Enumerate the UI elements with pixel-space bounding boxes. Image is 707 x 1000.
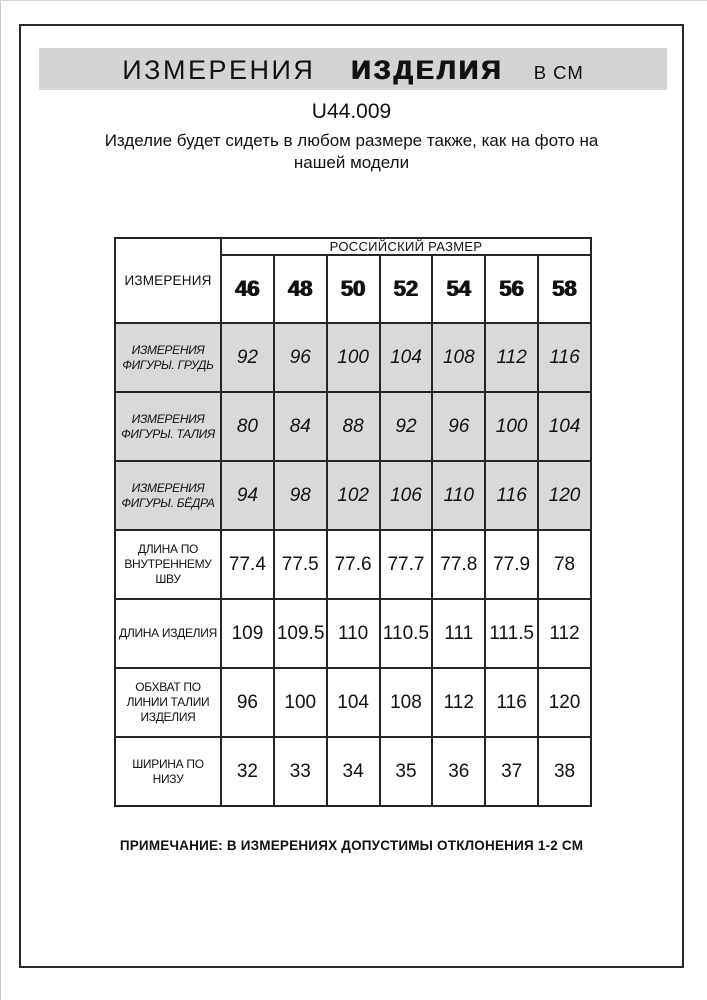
title-banner — [39, 48, 667, 90]
measurement-value: 106 — [380, 461, 433, 530]
measurement-value: 77.6 — [327, 530, 380, 599]
measurements-corner-header: ИЗМЕРЕНИЯ — [115, 238, 221, 323]
size-column-header: 56 — [485, 255, 538, 323]
measurement-value: 78 — [538, 530, 591, 599]
measurement-value: 109.5 — [274, 599, 327, 668]
table-row — [115, 668, 591, 737]
measurement-value: 120 — [538, 461, 591, 530]
measurement-value: 104 — [538, 392, 591, 461]
measurement-value: 94 — [221, 461, 274, 530]
measurement-value: 36 — [432, 737, 485, 806]
measurement-value: 108 — [432, 323, 485, 392]
row-label: ДЛИНА ИЗДЕЛИЯ — [115, 599, 221, 668]
size-column-header: 54 — [432, 255, 485, 323]
table-row — [115, 530, 591, 599]
measurement-value: 110.5 — [380, 599, 433, 668]
measurement-value: 110 — [432, 461, 485, 530]
measurement-value: 92 — [380, 392, 433, 461]
size-column-header: 58 — [538, 255, 591, 323]
measurement-value: 96 — [274, 323, 327, 392]
measurement-value: 100 — [274, 668, 327, 737]
size-column-header: 48 — [274, 255, 327, 323]
russian-size-group-header: РОССИЙСКИЙ РАЗМЕР — [221, 238, 591, 255]
measurement-value: 84 — [274, 392, 327, 461]
row-label: ОБХВАТ ПО ЛИНИИ ТАЛИИ ИЗДЕЛИЯ — [115, 668, 221, 737]
table-row — [115, 461, 591, 530]
row-label: ШИРИНА ПО НИЗУ — [115, 737, 221, 806]
measurement-value: 104 — [380, 323, 433, 392]
measurement-value: 77.4 — [221, 530, 274, 599]
measurement-value: 100 — [485, 392, 538, 461]
size-column-header: 52 — [380, 255, 433, 323]
measurement-value: 116 — [485, 461, 538, 530]
fit-description-text: Изделие будет сидеть в любом размере также, как на фото на нашей модели — [104, 131, 599, 172]
measurement-value: 108 — [380, 668, 433, 737]
measurement-value: 35 — [380, 737, 433, 806]
measurement-value: 92 — [221, 323, 274, 392]
measurement-value: 80 — [221, 392, 274, 461]
table-row — [115, 323, 591, 392]
page-border-frame — [19, 24, 684, 968]
measurement-value: 111 — [432, 599, 485, 668]
tolerance-note-text: ПРИМЕЧАНИЕ: В ИЗМЕРЕНИЯХ ДОПУСТИМЫ ОТКЛОНЕНИЯ 1-2 СМ — [119, 838, 584, 853]
measurement-value: 110 — [327, 599, 380, 668]
table-row — [115, 737, 591, 806]
measurement-value: 77.8 — [432, 530, 485, 599]
measurement-value: 102 — [327, 461, 380, 530]
measurement-value: 32 — [221, 737, 274, 806]
measurement-value: 98 — [274, 461, 327, 530]
measurement-value: 77.7 — [380, 530, 433, 599]
measurement-value: 77.9 — [485, 530, 538, 599]
row-label: ДЛИНА ПО ВНУТРЕННЕМУ ШВУ — [115, 530, 221, 599]
measurement-value: 112 — [432, 668, 485, 737]
table-row — [115, 599, 591, 668]
measurement-value: 120 — [538, 668, 591, 737]
row-label: ИЗМЕРЕНИЯ ФИГУРЫ. ГРУДЬ — [115, 323, 221, 392]
measurement-value: 111.5 — [485, 599, 538, 668]
title-product-text: ИЗДЕЛИЯ — [351, 55, 504, 85]
table-row — [115, 392, 591, 461]
measurement-value: 116 — [538, 323, 591, 392]
title-unit-text: В СМ — [533, 62, 584, 83]
size-measurement-table — [114, 237, 592, 807]
row-label: ИЗМЕРЕНИЯ ФИГУРЫ. БЁДРА — [115, 461, 221, 530]
measurement-value: 77.5 — [274, 530, 327, 599]
size-column-header: 50 — [327, 255, 380, 323]
measurement-value: 96 — [221, 668, 274, 737]
size-column-header: 46 — [221, 255, 274, 323]
measurement-value: 112 — [538, 599, 591, 668]
measurement-value: 34 — [327, 737, 380, 806]
page-top-edge-line — [0, 0, 707, 1]
group-header-row — [115, 238, 591, 255]
measurement-value: 116 — [485, 668, 538, 737]
measurement-value: 38 — [538, 737, 591, 806]
row-label: ИЗМЕРЕНИЯ ФИГУРЫ. ТАЛИЯ — [115, 392, 221, 461]
title-measurements-text: ИЗМЕРЕНИЯ — [122, 55, 316, 85]
measurement-value: 88 — [327, 392, 380, 461]
measurement-value: 37 — [485, 737, 538, 806]
measurement-value: 33 — [274, 737, 327, 806]
size-table-body — [115, 323, 591, 806]
measurement-value: 100 — [327, 323, 380, 392]
product-article-code: U44.009 — [311, 100, 392, 123]
page-left-edge-line — [0, 0, 1, 1000]
measurement-value: 112 — [485, 323, 538, 392]
measurement-value: 96 — [432, 392, 485, 461]
measurement-value: 109 — [221, 599, 274, 668]
measurement-value: 104 — [327, 668, 380, 737]
